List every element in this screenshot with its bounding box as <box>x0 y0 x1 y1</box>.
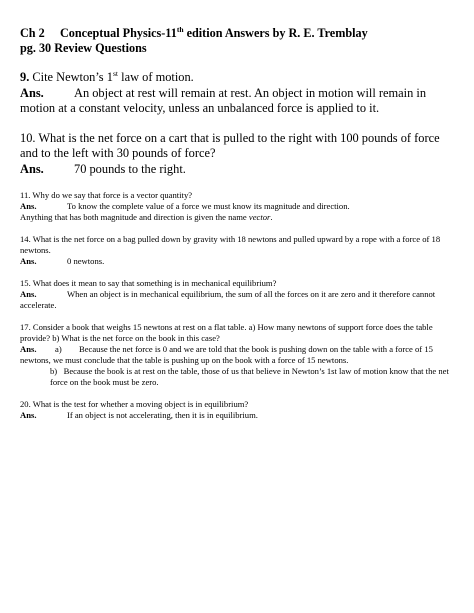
question-9 <box>20 70 456 117</box>
answer-11-label: Ans. <box>20 201 37 211</box>
answer-20-label: Ans. <box>20 410 37 420</box>
question-15-text: 15. What does it mean to say that something is in mechanical equilibrium? <box>20 278 277 288</box>
question-11-text: 11. Why do we say that force is a vector quantity? <box>20 190 193 200</box>
question-9-post: law of motion. <box>118 70 194 84</box>
answer-17a-text: Because the net force is 0 and we are told that the book is pushing down on the table with a force of 15 newtons, we must conclude that the table is pushing up on the book with a force of 15 newtons. <box>20 344 433 365</box>
answer-17b-label: b) <box>50 366 58 376</box>
question-10-text: 10. What is the net force on a cart that is pulled to the right with 100 pounds of force and to the left with 30 pounds of force? <box>20 130 440 160</box>
answer-9 <box>20 86 456 117</box>
title-superscript: th <box>176 24 184 34</box>
answer-14-text: 0 newtons. <box>67 256 105 266</box>
answer-15-label: Ans. <box>20 289 37 299</box>
answer-17a <box>20 344 456 366</box>
header-line-1 <box>20 26 456 41</box>
answer-17b-text: Because the book is at rest on the table, those of us that believe in Newton’s 1st law of motion know that the net force on the book must be zero. <box>50 366 449 387</box>
answer-11 <box>20 201 456 212</box>
question-17 <box>20 322 456 388</box>
answer-11-text: To know the complete value of a force we must know its magnitude and direction. <box>67 201 350 211</box>
question-9-pre: Cite Newton’s 1 <box>29 70 113 84</box>
answer-9-text: An object at rest will remain at rest. An object in motion will remain in motion at a constant velocity, unless an unbalanced force is applied to it. <box>20 85 427 115</box>
question-11 <box>20 190 456 223</box>
answer-sheet <box>20 26 456 421</box>
answer-14-label: Ans. <box>20 256 37 266</box>
answer-9-label: Ans. <box>20 85 44 100</box>
question-14 <box>20 234 456 267</box>
question-10 <box>20 131 456 178</box>
answer-11-line-2-pre: Anything that has both magnitude and direction is given the name <box>20 212 249 222</box>
answer-20 <box>20 410 456 421</box>
answer-20-text: If an object is not accelerating, then it is in equilibrium. <box>67 410 258 420</box>
header-line-2: pg. 30 Review Questions <box>20 41 147 55</box>
question-20 <box>20 399 456 421</box>
answer-14 <box>20 256 456 267</box>
title-suffix: edition Answers by R. E. Tremblay <box>183 26 368 40</box>
answer-11-line-2 <box>20 212 456 223</box>
answer-15-text: When an object is in mechanical equilibrium, the sum of all the forces on it are zero and it therefore cannot accelerate. <box>20 289 436 310</box>
answer-11-vector-term: vector <box>248 212 271 222</box>
answer-17a-label: a) <box>55 344 62 354</box>
answer-17-label: Ans. <box>20 344 37 354</box>
question-20-text: 20. What is the test for whether a moving object is in equilibrium? <box>20 399 249 409</box>
answer-10-label: Ans. <box>20 161 44 176</box>
chapter-label: Ch 2 <box>20 26 45 40</box>
answer-10 <box>20 162 456 178</box>
answer-11-line-2-post: . <box>270 212 273 222</box>
document-header <box>20 26 456 56</box>
question-9-text <box>20 70 456 86</box>
question-9-sup: st <box>112 68 119 78</box>
question-17-text: 17. Consider a book that weighs 15 newtons at rest on a flat table. a) How many newtons of support force does the table provide? b) What is the net force on the book in this case? <box>20 322 433 343</box>
answer-15 <box>20 289 456 311</box>
question-15 <box>20 278 456 311</box>
question-14-text: 14. What is the net force on a bag pulled down by gravity with 18 newtons and pulled upward by a rope with a force of 18 newtons. <box>20 234 441 255</box>
answer-17b <box>20 366 456 388</box>
answer-10-text: 70 pounds to the right. <box>74 161 186 176</box>
title-prefix: Conceptual Physics-11 <box>60 26 177 40</box>
question-9-number: 9. <box>20 70 30 84</box>
